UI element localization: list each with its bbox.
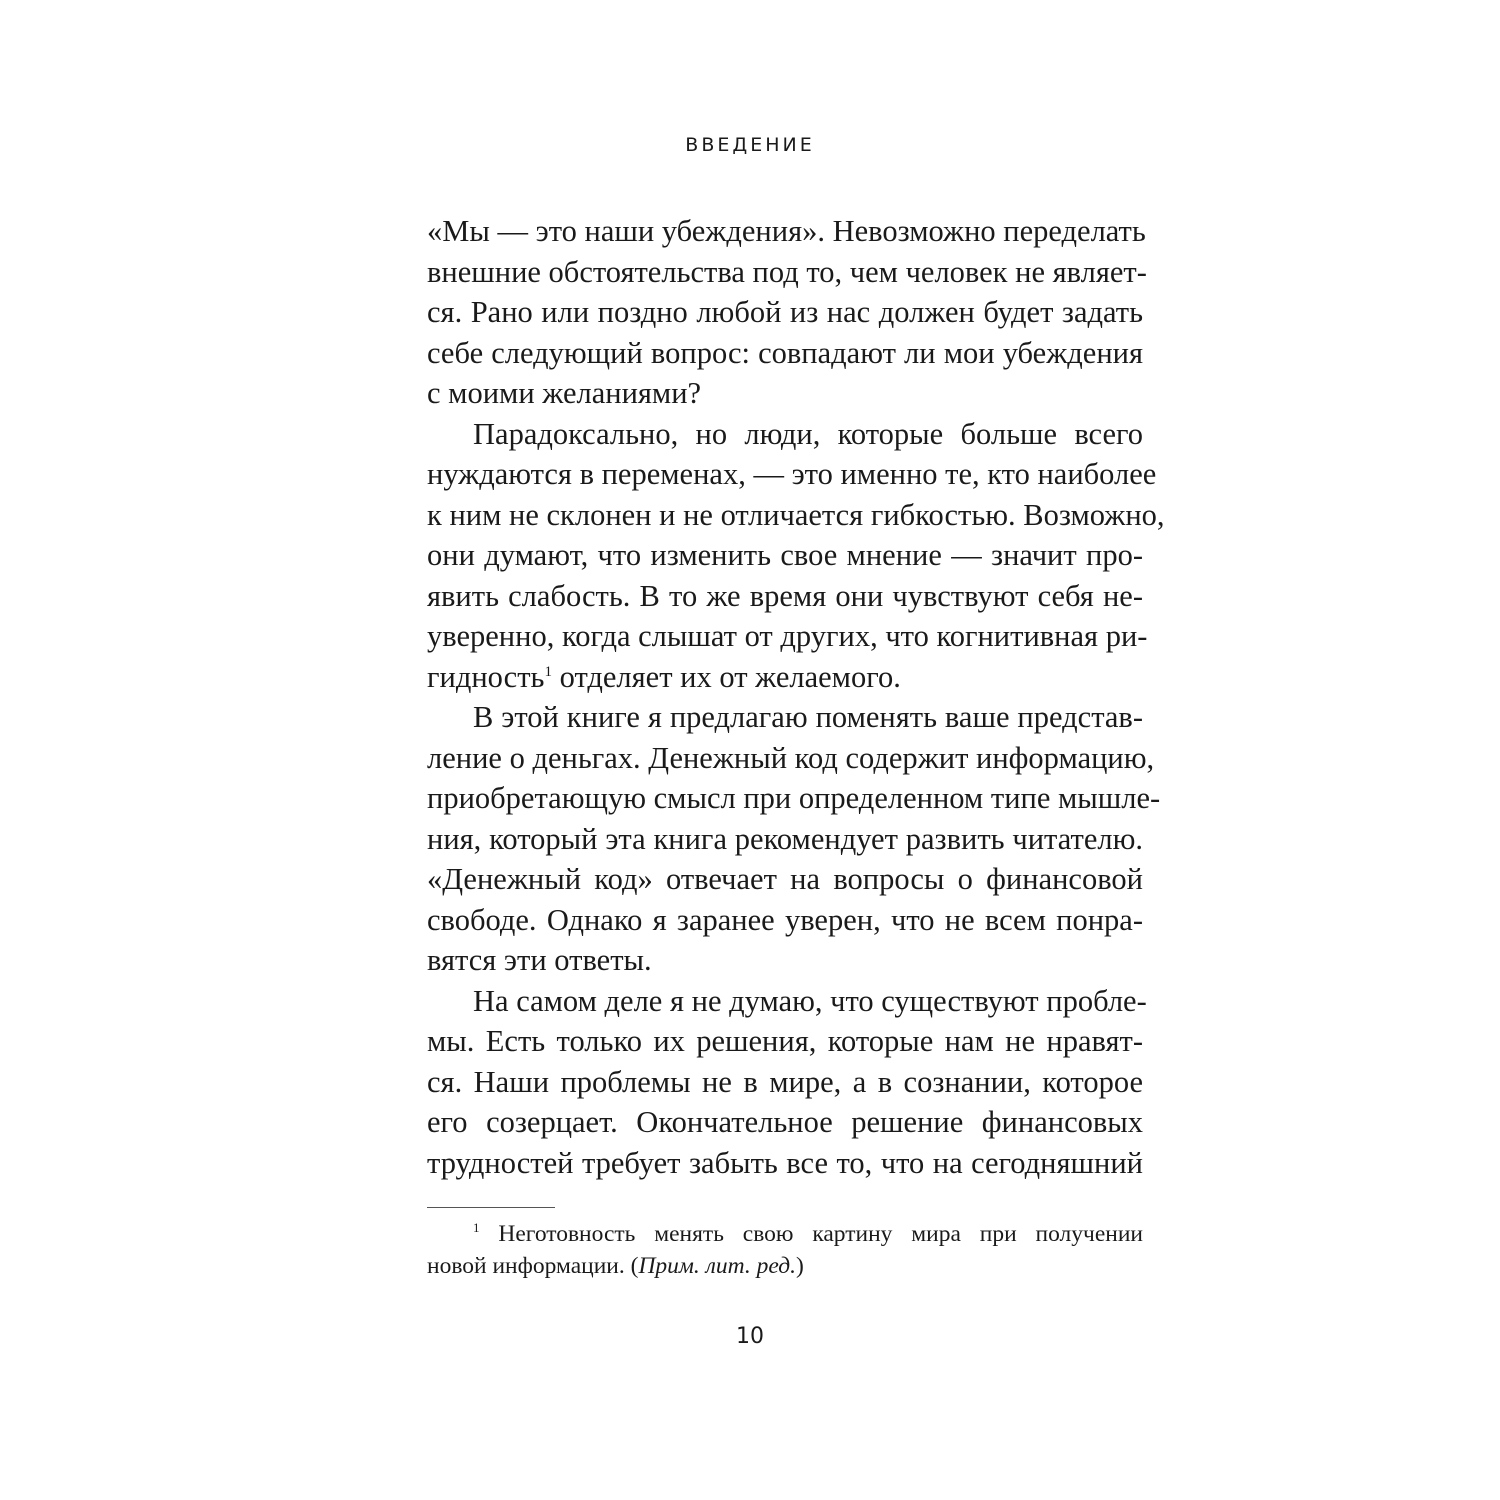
paragraph-2 (427, 414, 1165, 698)
footnote-text: новой информации. ( (427, 1253, 639, 1279)
running-head: ВВЕДЕНИЕ (685, 134, 815, 156)
footnote-editor-note: Прим. лит. ред. (638, 1253, 797, 1279)
text-line: к ним не склонен и не отличается гибкостью. Возможно, (427, 497, 1165, 532)
text-line: ся. Рано или поздно любой из нас должен будет задать (427, 295, 1143, 329)
footnote-marker: 1 (473, 1220, 480, 1235)
text-segment: гидность (427, 659, 545, 694)
text-line: его созерцает. Окончательное решение финансовых (427, 1105, 1143, 1139)
text-line: В этой книге я предлагаю поменять ваше представ- (473, 700, 1143, 734)
footnote-text: ) (796, 1253, 804, 1279)
footnote (427, 1218, 1143, 1282)
footnote-line (427, 1250, 1143, 1282)
text-line: трудностей требует забыть все то, что на сегодняшний (427, 1145, 1143, 1180)
page-number: 10 (736, 1324, 764, 1349)
footnote-divider (427, 1207, 555, 1208)
text-line: явить слабость. В то же время они чувствуют себя не- (427, 578, 1143, 613)
text-line: себе следующий вопрос: совпадают ли мои убеждения (427, 335, 1143, 370)
text-line: внешние обстоятельства под то, чем человек не являет- (427, 254, 1147, 289)
text-line: ся. Наши проблемы не в мире, а в сознании, которое (427, 1064, 1143, 1099)
text-line: мы. Есть только их решения, которые нам не нравят- (427, 1024, 1143, 1058)
paragraph-4 (427, 981, 1147, 1184)
text-line: ния, который эта книга рекомендует развить читателю. (427, 821, 1143, 856)
text-segment: отделяет их от желаемого. (551, 659, 901, 694)
main-text (427, 211, 1165, 1183)
text-line: «Мы — это наши убеждения». Невозможно переделать (427, 214, 1146, 248)
text-line: Парадоксально, но люди, которые больше всего (473, 416, 1143, 451)
footnote-line (427, 1218, 1143, 1250)
footnote-text: Неготовность менять свою картину мира при получении (479, 1221, 1143, 1247)
text-line: с моими желаниями? (427, 376, 702, 410)
text-line: уверенно, когда слышат от других, что когнитивная ри- (427, 619, 1148, 653)
text-line: На самом деле я не думаю, что существуют пробле- (473, 983, 1147, 1018)
text-line: «Денежный код» отвечает на вопросы о финансовой (427, 862, 1143, 896)
text-line: они думают, что изменить свое мнение — значит про- (427, 538, 1143, 572)
text-line: ление о деньгах. Денежный код содержит информацию, (427, 740, 1155, 775)
text-line-with-footnote (427, 657, 1143, 698)
text-line: приобретающую смысл при определенном типе мышле- (427, 781, 1161, 815)
text-line: свободе. Однако я заранее уверен, что не всем понра- (427, 902, 1143, 937)
footnote-reference[interactable]: 1 (544, 663, 552, 680)
paragraph-3 (427, 697, 1161, 981)
paragraph-1 (427, 211, 1147, 414)
text-line: вятся эти ответы. (427, 943, 652, 977)
text-line: нуждаются в переменах, — это именно те, кто наиболее (427, 457, 1157, 491)
